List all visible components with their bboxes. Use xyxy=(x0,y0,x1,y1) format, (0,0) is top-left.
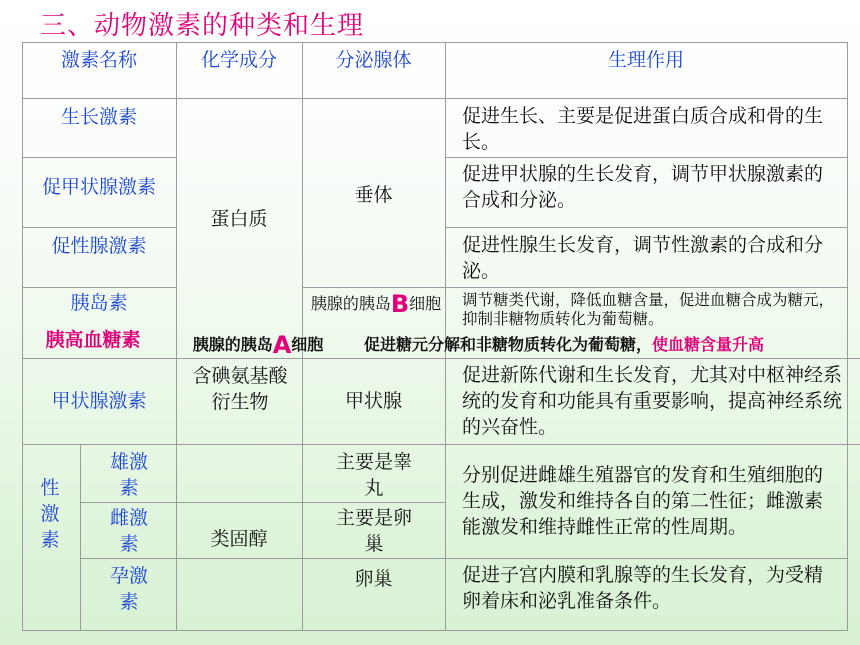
page-title: 三、动物激素的种类和生理 xyxy=(40,11,365,41)
glucagon-gland-suffix: 细胞 xyxy=(291,335,324,354)
tsh-function: 促进甲状腺的生长发育，调节甲状腺激素的合成和分泌。 xyxy=(462,163,824,211)
gonadotropin-function: 促进性腺生长发育，调节性激素的合成和分泌。 xyxy=(462,234,824,282)
row-divider xyxy=(302,502,446,503)
insulin-gland-suffix: 细胞 xyxy=(409,294,442,313)
table-border-bottom xyxy=(22,630,848,631)
row-divider xyxy=(302,287,848,288)
row-divider xyxy=(80,558,303,559)
glucagon-name: 胰高血糖素 xyxy=(45,329,141,351)
row-divider xyxy=(302,558,848,559)
glucagon-function-highlight: 使血糖含量升高 xyxy=(652,335,765,354)
glucagon-gland-prefix: 胰腺的胰岛 xyxy=(192,335,273,354)
row-divider xyxy=(80,502,303,503)
glucagon-cell-letter: A xyxy=(272,331,292,359)
insulin-gland-prefix: 胰腺的胰岛 xyxy=(310,294,391,313)
ovary-gland: 主要是卵巢 xyxy=(335,507,412,555)
estrogen-name: 雌激素 xyxy=(109,507,148,555)
tsh-name: 促甲状腺激素 xyxy=(41,176,156,198)
row-divider xyxy=(445,157,848,158)
header-divider xyxy=(22,98,848,99)
progesterone-gland: 卵巢 xyxy=(354,568,393,590)
glucagon-gland xyxy=(178,330,338,360)
insulin-cell-letter: B xyxy=(390,290,410,318)
sex-hormone-divider xyxy=(80,444,81,630)
testis-gland: 主要是睾丸 xyxy=(335,451,412,499)
row-divider xyxy=(22,287,177,288)
growth-hormone-name: 生长激素 xyxy=(60,106,137,128)
progesterone-name: 孕激素 xyxy=(109,565,148,613)
glucagon-function xyxy=(364,330,854,360)
steroid-composition: 类固醇 xyxy=(210,528,268,550)
row-divider xyxy=(22,157,177,158)
insulin-gland xyxy=(296,289,456,319)
thyroid-gland: 甲状腺 xyxy=(344,390,402,412)
sex-hormone-group: 性激素 xyxy=(40,477,60,551)
gonadotropin-name: 促性腺激素 xyxy=(51,235,147,257)
androgen-name: 雄激素 xyxy=(109,451,148,499)
thyroxine-name: 甲状腺激素 xyxy=(51,390,147,412)
header-composition: 化学成分 xyxy=(200,49,277,71)
thyroxine-composition: 含碘氨基酸衍生物 xyxy=(192,365,288,413)
glucagon-function-main: 促进糖元分解和非糖物质转化为葡萄糖， xyxy=(364,335,653,354)
row-divider xyxy=(22,227,177,228)
header-gland: 分泌腺体 xyxy=(335,49,412,71)
progesterone-function: 促进子宫内膜和乳腺等的生长发育，为受精卵着床和泌乳准备条件。 xyxy=(462,564,824,612)
sex-hormone-function: 分别促进雌雄生殖器官的发育和生殖细胞的生成，激发和维持各自的第二性征；雌激素能激发和维持雌性正常的性周期。 xyxy=(462,464,824,538)
insulin-function: 调节糖类代谢，降低血糖含量，促进血糖合成为糖元，抑制非糖物质转化为葡萄糖。 xyxy=(462,291,835,328)
row-divider xyxy=(445,227,848,228)
pituitary-gland: 垂体 xyxy=(354,184,393,206)
header-function: 生理作用 xyxy=(607,49,684,71)
protein-composition: 蛋白质 xyxy=(210,208,268,230)
thyroxine-function: 促进新陈代谢和生长发育，尤其对中枢神经系统的发育和功能具有重要影响，提高神经系统的兴奋性。 xyxy=(462,364,843,438)
header-name: 激素名称 xyxy=(60,49,137,71)
insulin-name: 胰岛素 xyxy=(70,292,128,314)
growth-hormone-function: 促进生长、主要是促进蛋白质合成和骨的生长。 xyxy=(462,105,824,153)
row-divider xyxy=(22,444,860,445)
